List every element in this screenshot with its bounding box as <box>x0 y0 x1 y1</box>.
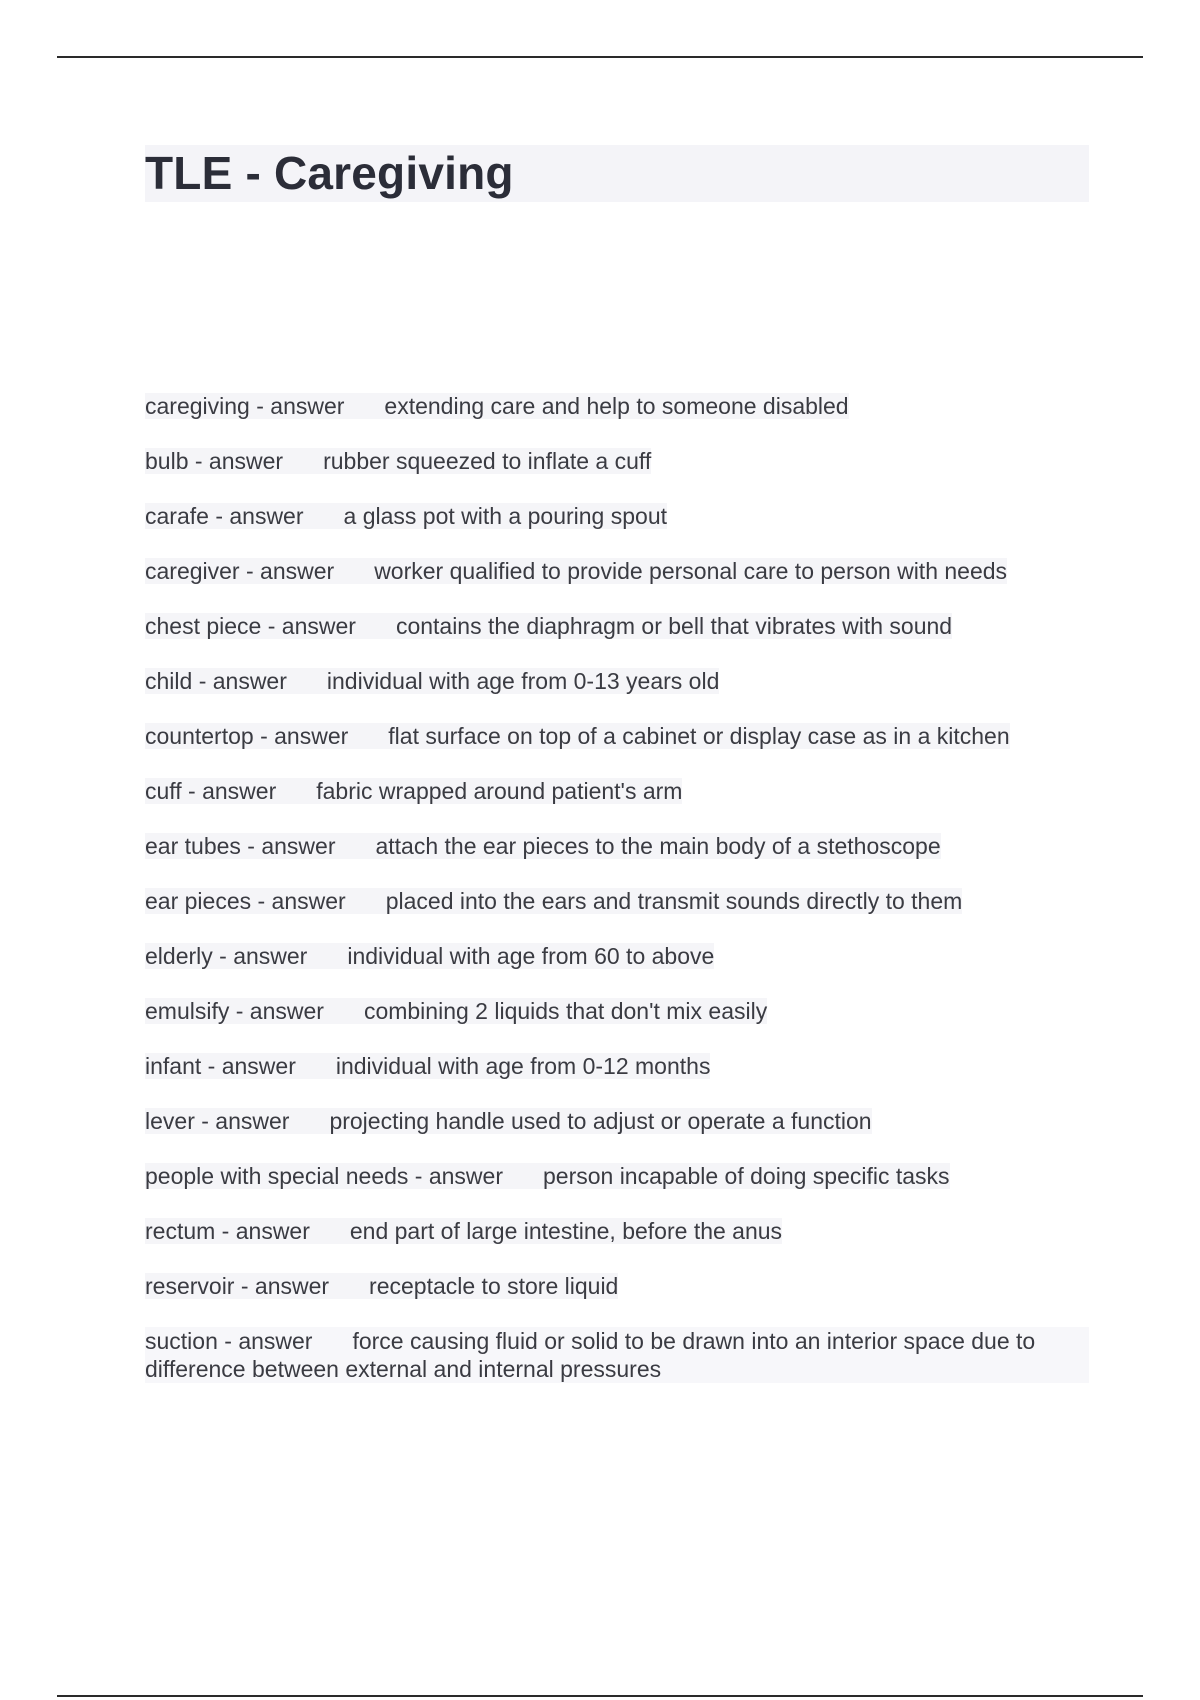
flashcard-item <box>145 722 1089 750</box>
flashcard-term: bulb - answer <box>145 448 284 474</box>
flashcard-definition: combining 2 liquids that don't mix easily <box>363 998 768 1024</box>
flashcard-term: cuff - answer <box>145 778 277 804</box>
flashcard-term: caregiving - answer <box>145 393 345 419</box>
flashcard-definition: individual with age from 0-12 months <box>335 1053 711 1079</box>
flashcard-term: infant - answer <box>145 1053 296 1079</box>
flashcard-term: ear tubes - answer <box>145 833 336 859</box>
flashcard-definition: a glass pot with a pouring spout <box>343 503 667 529</box>
flashcard-definition: fabric wrapped around patient's arm <box>316 778 683 804</box>
flashcard-definition: worker qualified to provide personal care to person with needs <box>374 558 1008 584</box>
bottom-rule <box>57 1695 1143 1697</box>
flashcard-item <box>145 832 1089 860</box>
flashcard-item <box>145 612 1089 640</box>
flashcard-item <box>145 1327 1089 1383</box>
flashcard-definition: receptacle to store liquid <box>369 1273 619 1299</box>
flashcard-term: rectum - answer <box>145 1218 310 1244</box>
flashcard-term: suction - answer <box>145 1328 313 1354</box>
flashcard-item <box>145 887 1089 915</box>
flashcard-item <box>145 392 1089 420</box>
flashcard-term: caregiver - answer <box>145 558 335 584</box>
flashcard-definition: individual with age from 0-13 years old <box>326 668 720 694</box>
flashcard-item <box>145 667 1089 695</box>
flashcard-item <box>145 777 1089 805</box>
flashcard-definition: person incapable of doing specific tasks <box>542 1163 950 1189</box>
flashcard-item <box>145 1107 1089 1135</box>
flashcard-item <box>145 1272 1089 1300</box>
flashcard-item <box>145 1052 1089 1080</box>
flashcard-definition: end part of large intestine, before the anus <box>349 1218 783 1244</box>
flashcard-item <box>145 557 1089 585</box>
flashcard-definition: projecting handle used to adjust or operate a function <box>329 1108 872 1134</box>
flashcard-term: elderly - answer <box>145 943 308 969</box>
flashcard-definition: individual with age from 60 to above <box>347 943 715 969</box>
flashcard-item <box>145 1217 1089 1245</box>
flashcard-definition: force causing fluid or solid to be drawn into an interior space due to difference between external and internal pressures <box>145 1328 1036 1382</box>
page-title: TLE - Caregiving <box>145 147 514 199</box>
flashcard-item <box>145 502 1089 530</box>
top-rule <box>57 56 1143 58</box>
flashcard-term: child - answer <box>145 668 287 694</box>
flashcard-term: chest piece - answer <box>145 613 356 639</box>
flashcard-definition: attach the ear pieces to the main body of a stethoscope <box>375 833 941 859</box>
flashcard-definition: placed into the ears and transmit sounds directly to them <box>385 888 963 914</box>
flashcard-term: ear pieces - answer <box>145 888 346 914</box>
flashcard-term: lever - answer <box>145 1108 290 1134</box>
flashcard-definition: flat surface on top of a cabinet or display case as in a kitchen <box>388 723 1010 749</box>
flashcard-definition: extending care and help to someone disabled <box>384 393 849 419</box>
flashcard-item <box>145 1162 1089 1190</box>
flashcard-term: carafe - answer <box>145 503 304 529</box>
flashcard-item <box>145 997 1089 1025</box>
flashcard-definition: contains the diaphragm or bell that vibrates with sound <box>395 613 953 639</box>
flashcard-definition: rubber squeezed to inflate a cuff <box>323 448 652 474</box>
flashcard-list <box>145 392 1089 1410</box>
flashcard-term: countertop - answer <box>145 723 349 749</box>
flashcard-item <box>145 942 1089 970</box>
flashcard-term: reservoir - answer <box>145 1273 330 1299</box>
flashcard-term: emulsify - answer <box>145 998 324 1024</box>
flashcard-item <box>145 447 1089 475</box>
flashcard-term: people with special needs - answer <box>145 1163 503 1189</box>
